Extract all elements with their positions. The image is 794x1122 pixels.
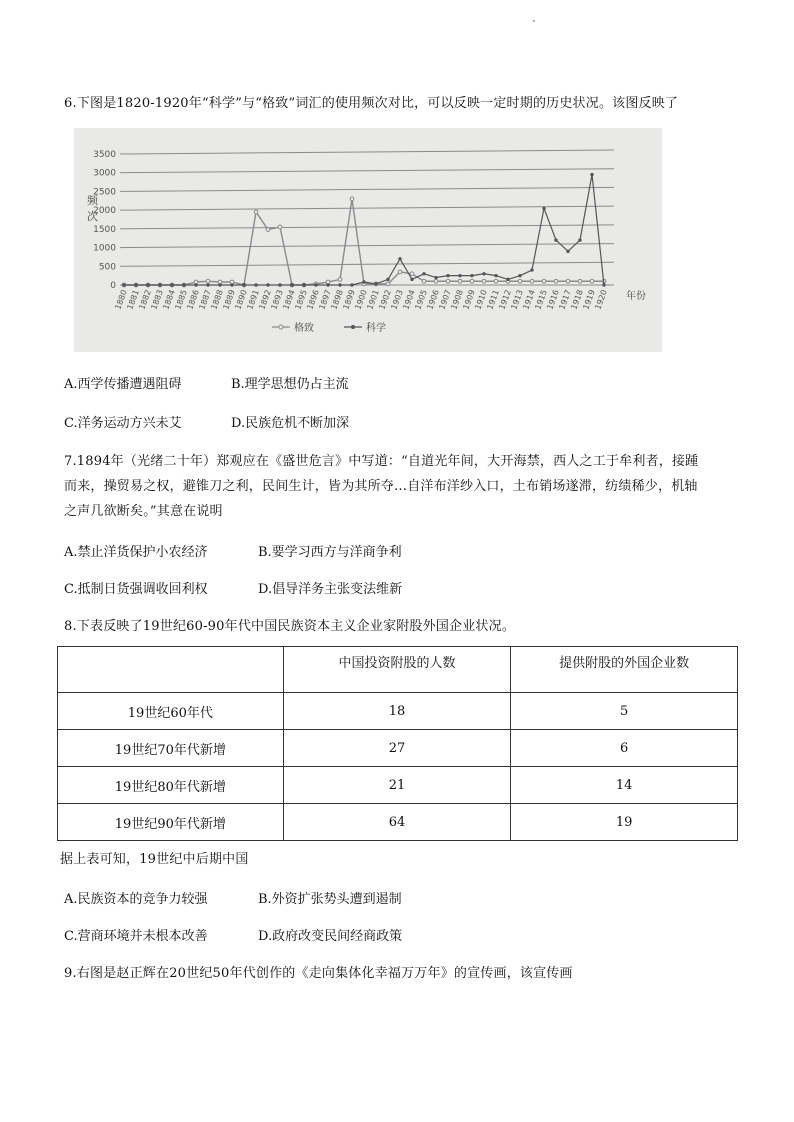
y-tick-label: 3000 [93,168,116,179]
data-point [338,283,341,286]
table-header-row [58,647,738,693]
y-tick-label: 1000 [93,243,116,254]
x-tick-label: 1901 [365,288,381,311]
x-tick-label: 1912 [497,288,513,311]
q7-option-b[interactable]: B.要学习西方与洋商争利 [258,545,402,560]
data-point [206,283,209,286]
data-point [422,279,426,283]
data-point [578,238,581,241]
data-point [158,283,161,286]
data-point [566,279,570,283]
x-tick-label: 1895 [293,288,309,311]
x-tick-label: 1903 [389,288,405,311]
table-cell-period: 19世纪90年代新增 [58,804,284,841]
data-point [122,283,125,286]
data-point [530,279,534,283]
x-tick-label: 1919 [581,288,597,311]
q7-stem-line-1: 7.1894年（光绪二十年）郑观应在《盛世危言》中写道：“自道光年间，大开海禁，西人之工于牟利者，接踵 [64,454,699,469]
q8-option-c[interactable]: C.营商环境并未根本改善 [64,929,208,944]
legend-marker [279,325,283,329]
table-row [58,804,738,841]
y-tick-label: 2000 [93,206,116,217]
q7-stem-line-3: 之声几欲断矣。”其意在说明 [64,504,223,519]
q8-data-table [57,646,738,841]
data-point [530,268,533,271]
gridline [120,150,614,154]
table-cell-investors: 21 [283,767,511,804]
data-point [506,278,509,281]
data-point [434,276,437,279]
data-point [350,197,354,201]
data-point [578,279,582,283]
data-point [410,278,413,281]
x-tick-label: 1906 [425,288,441,311]
data-point [458,274,461,277]
x-tick-label: 1907 [437,288,453,311]
data-point [554,279,558,283]
x-tick-label: 1913 [509,288,525,311]
x-tick-label: 1914 [521,288,537,311]
y-tick-label: 1500 [93,224,116,235]
q6-option-b[interactable]: B.理学思想仍占主流 [231,377,349,392]
x-tick-label: 1885 [173,288,189,311]
data-point [590,173,593,176]
data-point [470,279,474,283]
frequency-line-chart [74,128,662,352]
data-point [470,274,473,277]
data-point [326,283,329,286]
data-point [362,280,365,283]
table-row [58,767,738,804]
data-point [290,283,293,286]
data-point [206,279,210,283]
table-header-cell: 提供附股的外国企业数 [511,647,738,693]
data-point [482,272,485,275]
q6-option-d[interactable]: D.民族危机不断加深 [231,416,350,431]
x-tick-label: 1899 [341,288,357,311]
data-point [494,279,498,283]
q8-stem: 8.下表反映了19世纪60-90年代中国民族资本主义企业家附股外国企业状况。 [64,619,516,634]
q6-option-c[interactable]: C.洋务运动方兴未艾 [64,416,182,431]
data-point [398,257,401,260]
table-cell-period: 19世纪80年代新增 [58,767,284,804]
legend-label: 格致 [294,323,314,334]
x-tick-label: 1920 [593,288,609,311]
x-axis-label: 年份 [626,291,646,302]
x-tick-label: 1909 [461,288,477,311]
data-point [194,283,197,286]
gridline [120,187,614,191]
x-tick-label: 1890 [233,288,249,311]
x-tick-label: 1886 [185,288,201,311]
data-point [350,283,353,286]
x-tick-label: 1894 [281,288,297,311]
table-row [58,693,738,730]
gridline [120,262,614,266]
gridline [120,206,614,210]
x-tick-label: 1880 [113,288,129,311]
data-point [230,283,233,286]
data-point [518,274,521,277]
data-point [446,279,450,283]
x-tick-label: 1916 [545,288,561,311]
x-tick-label: 1892 [257,288,273,311]
data-point [410,272,414,276]
x-tick-label: 1910 [473,288,489,311]
y-tick-label: 2500 [93,187,116,198]
data-point [146,283,149,286]
data-point [242,283,245,286]
x-tick-label: 1881 [125,288,141,311]
table-cell-period: 19世纪70年代新增 [58,730,284,767]
data-point [554,238,557,241]
data-point [542,207,545,210]
x-tick-label: 1883 [149,288,165,311]
data-point [170,283,173,286]
data-point [482,279,486,283]
data-point [266,283,269,286]
q6-option-a[interactable]: A.西学传播遭遇阻碍 [64,377,182,392]
data-point [542,279,546,283]
data-point [278,225,282,229]
x-tick-label: 1887 [197,288,213,311]
q6-stem: 6.下图是1820-1920年“科学”与“格致”词汇的使用频次对比，可以反映一定时期的历史状况。该图反映了 [64,96,679,111]
x-tick-label: 1889 [221,288,237,311]
scan-mark [533,20,535,22]
table-cell-foreign-firms: 5 [511,693,738,730]
data-point [590,279,594,283]
data-point [278,283,281,286]
x-tick-label: 1898 [329,288,345,311]
data-point [458,279,462,283]
y-tick-label: 0 [110,281,116,291]
x-tick-label: 1882 [137,288,153,311]
data-point [374,282,377,285]
data-point [422,272,425,275]
data-point [446,274,449,277]
table-cell-foreign-firms: 19 [511,804,738,841]
table-cell-investors: 18 [283,693,511,730]
x-tick-label: 1902 [377,288,393,311]
y-axis-label: 次 [87,210,98,223]
data-point [266,228,270,232]
data-point [182,283,185,286]
data-point [386,278,389,281]
x-tick-label: 1884 [161,288,177,311]
table-cell-period: 19世纪60年代 [58,693,284,730]
q8-followup: 据上表可知，19世纪中后期中国 [60,852,249,867]
q8-option-b[interactable]: B.外资扩张势头遭到遏制 [258,892,402,907]
data-point [134,283,137,286]
x-tick-label: 1917 [557,288,573,311]
x-tick-label: 1900 [353,288,369,311]
table-cell-investors: 27 [283,730,511,767]
q9-stem: 9.右图是赵正辉在20世纪50年代创作的《走向集体化幸福万万年》的宣传画，该宣传画 [64,966,573,981]
data-point [338,277,342,281]
table-header-cell: 中国投资附股的人数 [283,647,511,693]
data-point [518,279,522,283]
data-point [602,283,605,286]
x-tick-label: 1897 [317,288,333,311]
q7-stem-line-2: 而来，操贸易之权，避锥刀之利，民间生计，皆为其所夺…自洋布洋纱入口，土布销场遂滞，纺绩稀少，机轴 [64,479,698,494]
gridline [120,169,614,173]
legend-marker [351,325,355,329]
x-tick-label: 1891 [245,288,261,311]
data-point [254,210,258,214]
legend-label: 科学 [366,323,386,334]
x-tick-label: 1904 [401,288,417,311]
table-cell-foreign-firms: 6 [511,730,738,767]
q7-option-a[interactable]: A.禁止洋货保护小农经济 [64,545,208,560]
q8-option-a[interactable]: A.民族资本的竞争力较强 [64,892,208,907]
data-point [434,279,438,283]
x-tick-label: 1896 [305,288,321,311]
y-tick-label: 3500 [93,150,116,160]
x-tick-label: 1915 [533,288,549,311]
data-point [314,283,317,286]
x-tick-label: 1911 [485,288,501,311]
series-line-格致 [124,199,604,285]
q7-option-d[interactable]: D.倡导洋务主张变法维新 [258,582,403,597]
data-point [494,274,497,277]
gridline [120,244,614,248]
data-point [254,283,257,286]
data-point [566,250,569,253]
table-cell-investors: 64 [283,804,511,841]
data-point [386,282,390,286]
data-point [302,283,305,286]
y-tick-label: 500 [98,262,116,273]
x-tick-label: 1905 [413,288,429,311]
table-header-cell [58,647,284,693]
q8-option-d[interactable]: D.政府改变民间经商政策 [258,929,403,944]
table-row [58,730,738,767]
x-tick-label: 1888 [209,288,225,311]
data-point [398,270,402,274]
y-axis-label: 频 [87,194,98,207]
data-point [218,283,221,286]
x-tick-label: 1918 [569,288,585,311]
x-tick-label: 1893 [269,288,285,311]
q7-option-c[interactable]: C.抵制日货强调收回利权 [64,582,208,597]
x-tick-label: 1908 [449,288,465,311]
table-cell-foreign-firms: 14 [511,767,738,804]
